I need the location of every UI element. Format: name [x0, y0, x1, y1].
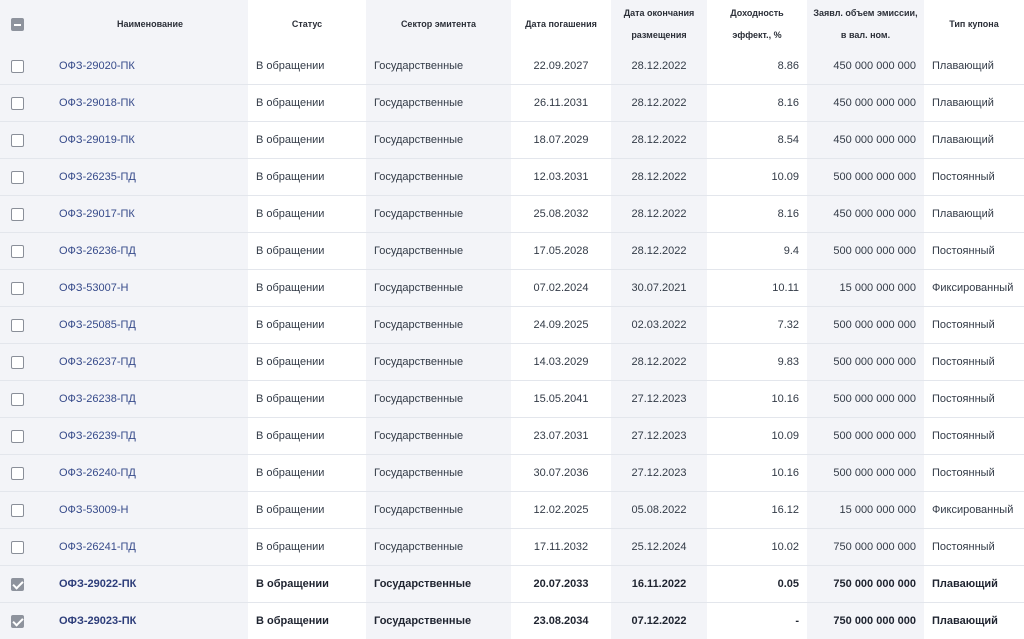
- issue-volume-cell: 500 000 000 000: [807, 381, 924, 418]
- row-checkbox-cell: [0, 159, 52, 196]
- row-checkbox-cell: [0, 529, 52, 566]
- bond-name-link[interactable]: ОФЗ-53007-Н: [59, 282, 128, 294]
- status-cell: В обращении: [248, 455, 366, 492]
- placement-end-date-cell: 25.12.2024: [611, 529, 707, 566]
- placement-end-date-cell: 27.12.2023: [611, 381, 707, 418]
- bond-name-link[interactable]: ОФЗ-29017-ПК: [59, 208, 135, 220]
- coupon-type-cell: Постоянный: [924, 159, 1024, 196]
- placement-end-date-cell: 16.11.2022: [611, 566, 707, 603]
- status-cell: В обращении: [248, 529, 366, 566]
- maturity-date-cell: 26.11.2031: [511, 85, 611, 122]
- issue-volume-cell: 750 000 000 000: [807, 603, 924, 639]
- yield-cell: -: [707, 603, 807, 639]
- bond-name-cell: [52, 233, 248, 270]
- bond-name-cell: [52, 566, 248, 603]
- placement-end-date-cell: 28.12.2022: [611, 48, 707, 85]
- yield-cell: 10.16: [707, 381, 807, 418]
- table-row[interactable]: [0, 48, 1024, 85]
- bond-name-link[interactable]: ОФЗ-25085-ПД: [59, 319, 136, 331]
- row-checkbox-cell: [0, 566, 52, 603]
- yield-cell: 8.16: [707, 196, 807, 233]
- status-cell: В обращении: [248, 344, 366, 381]
- bond-name-cell: [52, 122, 248, 159]
- status-cell: В обращении: [248, 270, 366, 307]
- select-all-checkbox[interactable]: [11, 18, 24, 31]
- row-checkbox-cell: [0, 85, 52, 122]
- sector-cell: Государственные: [366, 159, 511, 196]
- status-cell: В обращении: [248, 159, 366, 196]
- table-row[interactable]: [0, 344, 1024, 381]
- table-row[interactable]: [0, 492, 1024, 529]
- column-header-coupon[interactable]: Тип купона: [924, 0, 1024, 48]
- row-checkbox[interactable]: [11, 319, 24, 332]
- issue-volume-cell: 500 000 000 000: [807, 159, 924, 196]
- issue-volume-cell: 500 000 000 000: [807, 233, 924, 270]
- row-checkbox[interactable]: [11, 356, 24, 369]
- row-checkbox[interactable]: [11, 97, 24, 110]
- sector-cell: Государственные: [366, 122, 511, 159]
- issue-volume-cell: 450 000 000 000: [807, 85, 924, 122]
- issue-volume-cell: 750 000 000 000: [807, 566, 924, 603]
- bond-name-cell: [52, 270, 248, 307]
- coupon-type-cell: Постоянный: [924, 455, 1024, 492]
- row-checkbox-cell: [0, 122, 52, 159]
- row-checkbox-cell: [0, 307, 52, 344]
- bond-name-link[interactable]: ОФЗ-26239-ПД: [59, 430, 136, 442]
- table-row[interactable]: [0, 455, 1024, 492]
- coupon-type-cell: Постоянный: [924, 529, 1024, 566]
- coupon-type-cell: Плавающий: [924, 48, 1024, 85]
- sector-cell: Государственные: [366, 418, 511, 455]
- coupon-type-cell: Плавающий: [924, 85, 1024, 122]
- yield-cell: 10.09: [707, 418, 807, 455]
- status-cell: В обращении: [248, 566, 366, 603]
- sector-cell: Государственные: [366, 307, 511, 344]
- bond-name-cell: [52, 381, 248, 418]
- coupon-type-cell: Постоянный: [924, 233, 1024, 270]
- row-checkbox[interactable]: [11, 430, 24, 443]
- column-header-status[interactable]: Статус: [248, 0, 366, 48]
- maturity-date-cell: 23.08.2034: [511, 603, 611, 639]
- sector-cell: Государственные: [366, 492, 511, 529]
- coupon-type-cell: Постоянный: [924, 418, 1024, 455]
- maturity-date-cell: 30.07.2036: [511, 455, 611, 492]
- status-cell: В обращении: [248, 233, 366, 270]
- yield-cell: 0.05: [707, 566, 807, 603]
- yield-cell: 10.16: [707, 455, 807, 492]
- table-row[interactable]: [0, 381, 1024, 418]
- placement-end-date-cell: 05.08.2022: [611, 492, 707, 529]
- status-cell: В обращении: [248, 122, 366, 159]
- bond-name-cell: [52, 492, 248, 529]
- coupon-type-cell: Фиксированный: [924, 492, 1024, 529]
- bond-name-cell: [52, 529, 248, 566]
- yield-cell: 16.12: [707, 492, 807, 529]
- row-checkbox[interactable]: [11, 208, 24, 221]
- placement-end-date-cell: 28.12.2022: [611, 159, 707, 196]
- column-header-volume[interactable]: Заявл. объем эмиссии, в вал. ном.: [807, 0, 924, 48]
- sector-cell: Государственные: [366, 85, 511, 122]
- bond-name-cell: [52, 344, 248, 381]
- row-checkbox-cell: [0, 196, 52, 233]
- bond-name-cell: [52, 418, 248, 455]
- table-row[interactable]: [0, 159, 1024, 196]
- bond-name-cell: [52, 455, 248, 492]
- maturity-date-cell: 17.11.2032: [511, 529, 611, 566]
- issue-volume-cell: 15 000 000 000: [807, 492, 924, 529]
- sector-cell: Государственные: [366, 529, 511, 566]
- maturity-date-cell: 24.09.2025: [511, 307, 611, 344]
- sector-cell: Государственные: [366, 455, 511, 492]
- coupon-type-cell: Постоянный: [924, 381, 1024, 418]
- row-checkbox[interactable]: [11, 467, 24, 480]
- row-checkbox[interactable]: [11, 615, 24, 628]
- table-row[interactable]: [0, 122, 1024, 159]
- row-checkbox-cell: [0, 233, 52, 270]
- bond-name-link[interactable]: ОФЗ-26240-ПД: [59, 467, 136, 479]
- coupon-type-cell: Постоянный: [924, 307, 1024, 344]
- maturity-date-cell: 12.02.2025: [511, 492, 611, 529]
- yield-cell: 8.86: [707, 48, 807, 85]
- bond-name-cell: [52, 159, 248, 196]
- yield-cell: 10.11: [707, 270, 807, 307]
- coupon-type-cell: Фиксированный: [924, 270, 1024, 307]
- row-checkbox[interactable]: [11, 578, 24, 591]
- placement-end-date-cell: 28.12.2022: [611, 122, 707, 159]
- placement-end-date-cell: 30.07.2021: [611, 270, 707, 307]
- placement-end-date-cell: 02.03.2022: [611, 307, 707, 344]
- bond-name-link[interactable]: ОФЗ-29022-ПК: [59, 578, 136, 590]
- table-row[interactable]: [0, 85, 1024, 122]
- status-cell: В обращении: [248, 307, 366, 344]
- bond-name-link[interactable]: ОФЗ-29018-ПК: [59, 97, 135, 109]
- maturity-date-cell: 15.05.2041: [511, 381, 611, 418]
- column-header-maturity[interactable]: Дата погашения: [511, 0, 611, 48]
- row-checkbox[interactable]: [11, 245, 24, 258]
- sector-cell: Государственные: [366, 381, 511, 418]
- row-checkbox-cell: [0, 48, 52, 85]
- coupon-type-cell: Плавающий: [924, 566, 1024, 603]
- bond-name-link[interactable]: ОФЗ-26238-ПД: [59, 393, 136, 405]
- yield-cell: 7.32: [707, 307, 807, 344]
- placement-end-date-cell: 07.12.2022: [611, 603, 707, 639]
- placement-end-date-cell: 28.12.2022: [611, 344, 707, 381]
- status-cell: В обращении: [248, 48, 366, 85]
- issue-volume-cell: 500 000 000 000: [807, 307, 924, 344]
- sector-cell: Государственные: [366, 603, 511, 639]
- select-all-cell: [0, 0, 52, 48]
- table-header: [0, 0, 1024, 48]
- yield-cell: 10.09: [707, 159, 807, 196]
- placement-end-date-cell: 28.12.2022: [611, 196, 707, 233]
- table-row[interactable]: [0, 233, 1024, 270]
- maturity-date-cell: 12.03.2031: [511, 159, 611, 196]
- bond-name-cell: [52, 196, 248, 233]
- sector-cell: Государственные: [366, 344, 511, 381]
- maturity-date-cell: 23.07.2031: [511, 418, 611, 455]
- status-cell: В обращении: [248, 196, 366, 233]
- issue-volume-cell: 750 000 000 000: [807, 529, 924, 566]
- bond-name-link[interactable]: ОФЗ-29023-ПК: [59, 615, 136, 627]
- coupon-type-cell: Плавающий: [924, 196, 1024, 233]
- row-checkbox-cell: [0, 455, 52, 492]
- bond-name-link[interactable]: ОФЗ-29019-ПК: [59, 134, 135, 146]
- sector-cell: Государственные: [366, 233, 511, 270]
- row-checkbox[interactable]: [11, 541, 24, 554]
- issue-volume-cell: 450 000 000 000: [807, 196, 924, 233]
- sector-cell: Государственные: [366, 270, 511, 307]
- bond-name-link[interactable]: ОФЗ-26237-ПД: [59, 356, 136, 368]
- yield-cell: 9.83: [707, 344, 807, 381]
- table-row[interactable]: [0, 270, 1024, 307]
- yield-cell: 8.54: [707, 122, 807, 159]
- issue-volume-cell: 15 000 000 000: [807, 270, 924, 307]
- column-header-placement-end[interactable]: Дата окончания размещения: [611, 0, 707, 48]
- bond-name-link[interactable]: ОФЗ-29020-ПК: [59, 60, 135, 72]
- issue-volume-cell: 500 000 000 000: [807, 344, 924, 381]
- sector-cell: Государственные: [366, 48, 511, 85]
- row-checkbox[interactable]: [11, 60, 24, 73]
- status-cell: В обращении: [248, 418, 366, 455]
- status-cell: В обращении: [248, 381, 366, 418]
- row-checkbox[interactable]: [11, 282, 24, 295]
- maturity-date-cell: 07.02.2024: [511, 270, 611, 307]
- placement-end-date-cell: 28.12.2022: [611, 85, 707, 122]
- maturity-date-cell: 17.05.2028: [511, 233, 611, 270]
- coupon-type-cell: Плавающий: [924, 122, 1024, 159]
- table-body: [0, 48, 1024, 639]
- issue-volume-cell: 450 000 000 000: [807, 122, 924, 159]
- status-cell: В обращении: [248, 85, 366, 122]
- table-row[interactable]: [0, 196, 1024, 233]
- sector-cell: Государственные: [366, 196, 511, 233]
- issue-volume-cell: 500 000 000 000: [807, 418, 924, 455]
- placement-end-date-cell: 27.12.2023: [611, 455, 707, 492]
- row-checkbox-cell: [0, 418, 52, 455]
- table-row[interactable]: [0, 307, 1024, 344]
- table-row[interactable]: [0, 418, 1024, 455]
- row-checkbox[interactable]: [11, 393, 24, 406]
- row-checkbox[interactable]: [11, 504, 24, 517]
- row-checkbox-cell: [0, 270, 52, 307]
- status-cell: В обращении: [248, 492, 366, 529]
- bond-name-link[interactable]: ОФЗ-53009-Н: [59, 504, 128, 516]
- maturity-date-cell: 25.08.2032: [511, 196, 611, 233]
- maturity-date-cell: 14.03.2029: [511, 344, 611, 381]
- column-header-sector[interactable]: Сектор эмитента: [366, 0, 511, 48]
- bond-name-cell: [52, 48, 248, 85]
- row-checkbox-cell: [0, 381, 52, 418]
- issue-volume-cell: 500 000 000 000: [807, 455, 924, 492]
- placement-end-date-cell: 27.12.2023: [611, 418, 707, 455]
- maturity-date-cell: 20.07.2033: [511, 566, 611, 603]
- maturity-date-cell: 22.09.2027: [511, 48, 611, 85]
- yield-cell: 8.16: [707, 85, 807, 122]
- sector-cell: Государственные: [366, 566, 511, 603]
- coupon-type-cell: Постоянный: [924, 344, 1024, 381]
- column-header-name[interactable]: Наименование: [52, 0, 248, 48]
- bond-name-cell: [52, 85, 248, 122]
- row-checkbox-cell: [0, 492, 52, 529]
- yield-cell: 10.02: [707, 529, 807, 566]
- yield-cell: 9.4: [707, 233, 807, 270]
- table-row[interactable]: [0, 566, 1024, 603]
- table-row[interactable]: [0, 529, 1024, 566]
- placement-end-date-cell: 28.12.2022: [611, 233, 707, 270]
- bond-name-link[interactable]: ОФЗ-26236-ПД: [59, 245, 136, 257]
- issue-volume-cell: 450 000 000 000: [807, 48, 924, 85]
- bond-name-link[interactable]: ОФЗ-26235-ПД: [59, 171, 136, 183]
- bond-name-cell: [52, 307, 248, 344]
- coupon-type-cell: Плавающий: [924, 603, 1024, 639]
- row-checkbox[interactable]: [11, 134, 24, 147]
- bond-name-link[interactable]: ОФЗ-26241-ПД: [59, 541, 136, 553]
- column-header-yield[interactable]: Доходность эффект., %: [707, 0, 807, 48]
- maturity-date-cell: 18.07.2029: [511, 122, 611, 159]
- row-checkbox[interactable]: [11, 171, 24, 184]
- row-checkbox-cell: [0, 344, 52, 381]
- status-cell: В обращении: [248, 603, 366, 639]
